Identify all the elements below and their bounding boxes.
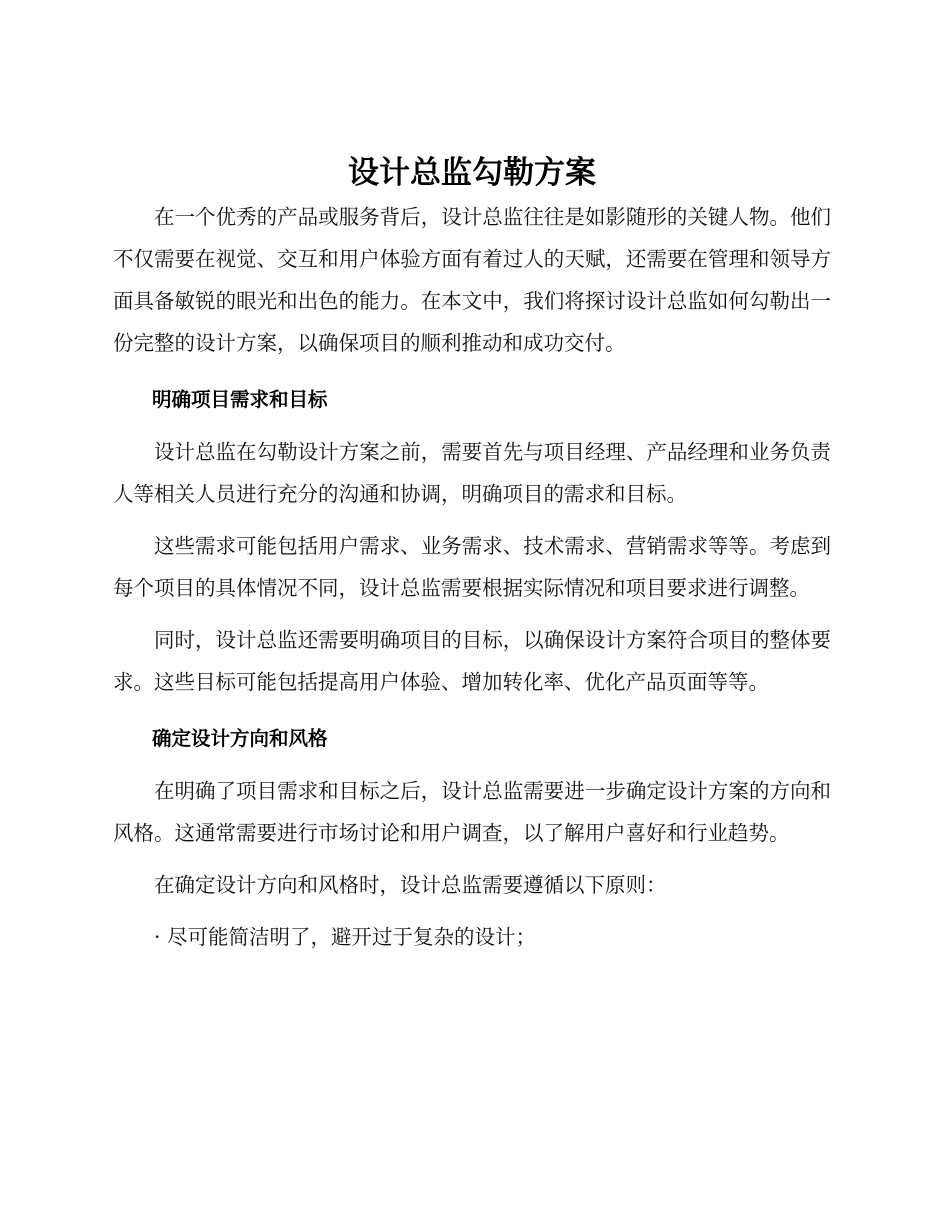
paragraph: 同时，设计总监还需要明确项目的目标，以确保设计方案符合项目的整体要求。这些目标可能包括提高用户体验、增加转化率、优化产品页面等等。 [113, 628, 831, 694]
paragraph: 在明确了项目需求和目标之后，设计总监需要进一步确定设计方案的方向和风格。这通常需要进行市场讨论和用户调查，以了解用户喜好和行业趋势。 [113, 779, 831, 845]
paragraph: 设计总监在勾勒设计方案之前，需要首先与项目经理、产品经理和业务负责人等相关人员进行充分的沟通和协调，明确项目的需求和目标。 [113, 440, 831, 506]
intro-paragraph: 在一个优秀的产品或服务背后，设计总监往往是如影随形的关键人物。他们不仅需要在视觉、交互和用户体验方面有着过人的天赋，还需要在管理和领导方面具备敏锐的眼光和出色的能力。在本文中，我们将探讨设计总监如何勾勒出一份完整的设计方案，以确保项目的顺利推动和成功交付。 [113, 205, 831, 355]
bullet-item: · 尽可能简洁明了，避开过于复杂的设计； [154, 925, 537, 949]
paragraph: 这些需求可能包括用户需求、业务需求、技术需求、营销需求等等。考虑到每个项目的具体情况不同，设计总监需要根据实际情况和项目要求进行调整。 [113, 534, 831, 600]
document-title: 设计总监勾勒方案 [348, 155, 596, 191]
paragraph: 在确定设计方向和风格时，设计总监需要遵循以下原则： [154, 873, 667, 897]
section-heading-direction-style: 确定设计方向和风格 [152, 727, 328, 750]
document-page [113, 0, 831, 958]
section-heading-requirements: 明确项目需求和目标 [152, 388, 328, 411]
